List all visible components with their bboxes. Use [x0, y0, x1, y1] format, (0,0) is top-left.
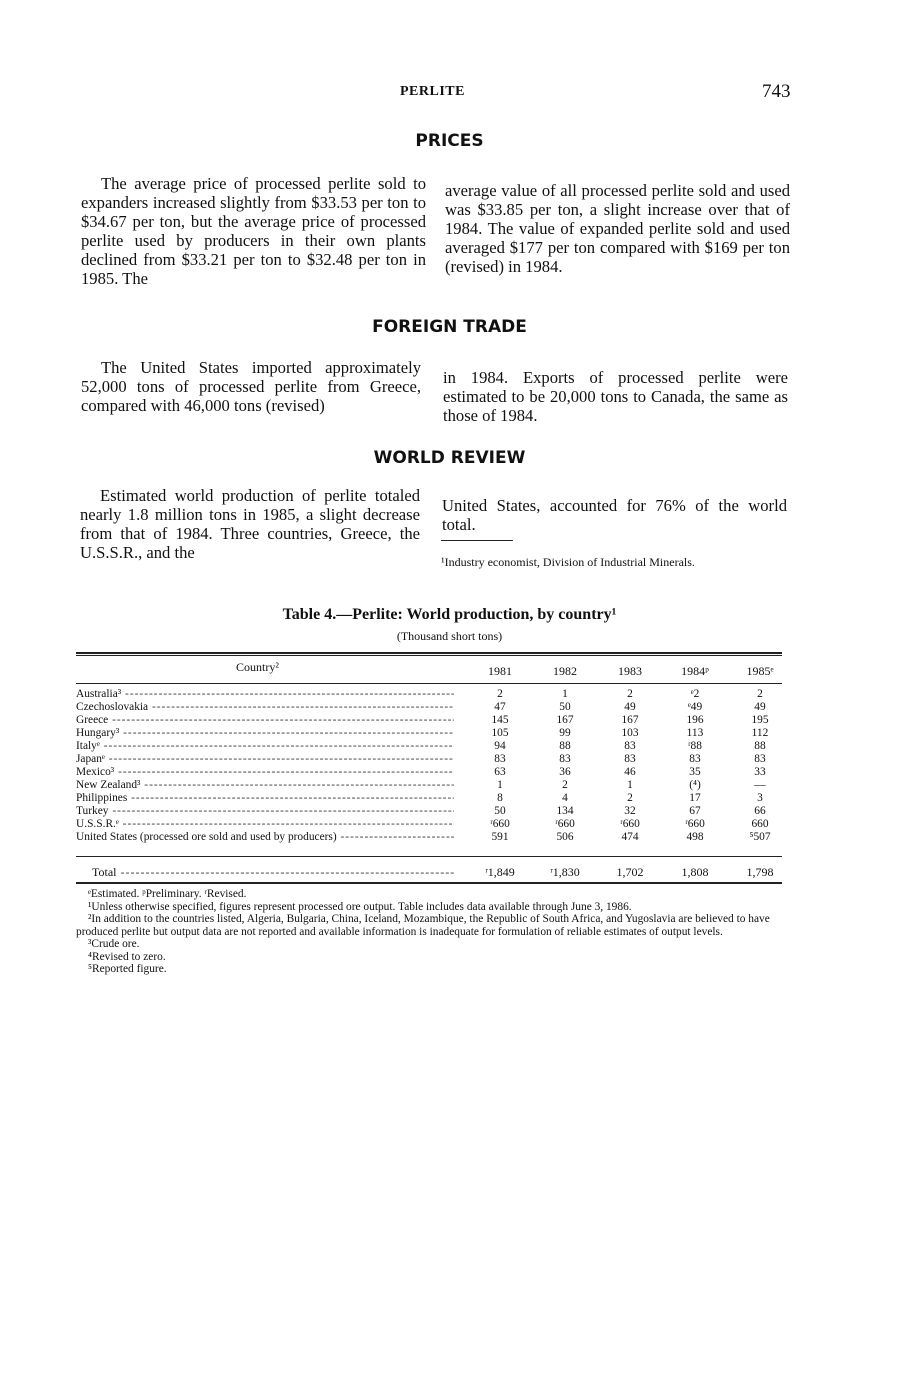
country-cell: Turkey -----: [76, 805, 454, 817]
country-cell: Australia³ -----: [76, 688, 454, 700]
country-cell: Japanᵉ -----: [76, 753, 454, 765]
value-1981: 591: [491, 831, 509, 843]
value-1985: ⁵507: [749, 831, 771, 843]
table-row: [76, 701, 782, 713]
page-number: 743: [762, 81, 791, 102]
value-1981: 145: [491, 714, 509, 726]
value-1984: 113: [686, 727, 704, 739]
value-1983: 2: [627, 792, 633, 804]
value-1985: 2: [757, 688, 763, 700]
value-1981: 8: [497, 792, 503, 804]
value-1984: 17: [689, 792, 701, 804]
value-1984: 498: [686, 831, 704, 843]
table-row: [76, 740, 782, 752]
value-1985: 112: [751, 727, 769, 739]
value-1984: ᵉ2: [690, 688, 700, 700]
value-1981: ʳ660: [490, 818, 510, 830]
foreign-trade-right-column: in 1984. Exports of processed perlite were estimated to be 20,000 tons to Canada, the same as those of 1984.: [443, 368, 788, 425]
world-review-left-column: Estimated world production of perlite totaled nearly 1.8 million tons in 1985, a slight decrease from that of 1984. Three countries, Greece, the U.S.S.R., and the: [80, 486, 420, 562]
country-cell: Italyᵉ -----: [76, 740, 454, 752]
table-row: [76, 818, 782, 830]
total-1984: 1,808: [681, 865, 709, 879]
value-1982: 88: [559, 740, 571, 752]
footnote-2: ²In addition to the countries listed, Algeria, Bulgaria, China, Iceland, Mozambique, the Republic of South Africa, and Yugoslavia are believed to have produced perlite but output data are not reported and available information is inadequate for formulation of reliable estimates of output levels.: [76, 913, 770, 938]
column-header-1982: 1982: [553, 664, 577, 678]
column-header-country: Country²: [236, 660, 279, 674]
value-1984: 35: [689, 766, 701, 778]
value-1981: 63: [494, 766, 506, 778]
table-row: [76, 792, 782, 804]
value-1985: 83: [754, 753, 766, 765]
value-1983: 2: [627, 688, 633, 700]
author-footnote: ¹Industry economist, Division of Industrial Minerals.: [441, 555, 695, 569]
value-1985: 195: [751, 714, 769, 726]
country-cell: United States (processed ore sold and used by producers) -----: [76, 831, 454, 843]
value-1984: ᵉ49: [687, 701, 703, 713]
value-1984: 67: [689, 805, 701, 817]
table-row: [76, 831, 782, 843]
footnote-5: ⁵Reported figure.: [88, 963, 167, 975]
prices-heading: PRICES: [415, 131, 484, 151]
value-1983: 1: [627, 779, 633, 791]
value-1982: 83: [559, 753, 571, 765]
header-rule: [76, 683, 782, 684]
value-1982: 36: [559, 766, 571, 778]
country-cell: Greece -----: [76, 714, 454, 726]
table-title: Table 4.—Perlite: World production, by country¹: [282, 606, 617, 623]
value-1981: 105: [491, 727, 509, 739]
value-1981: 2: [497, 688, 503, 700]
footnote-4: ⁴Revised to zero.: [88, 950, 166, 963]
value-1982: 50: [559, 701, 571, 713]
table-row: [76, 688, 782, 700]
table-row: [76, 805, 782, 817]
country-cell: Philippines -----: [76, 792, 454, 804]
table-unit: (Thousand short tons): [396, 629, 503, 643]
value-1981: 1: [497, 779, 503, 791]
total-row: [76, 866, 782, 878]
value-1982: 506: [556, 831, 574, 843]
total-1982: ʳ1,830: [550, 865, 580, 879]
value-1983: 46: [624, 766, 636, 778]
country-cell: New Zealand³ -----: [76, 779, 454, 791]
column-header-1984: 1984ᵖ: [681, 664, 709, 678]
table-row: [76, 766, 782, 778]
running-header: [0, 81, 899, 104]
running-title: PERLITE: [400, 84, 465, 99]
value-1984: ʳ660: [685, 818, 705, 830]
value-1985: 49: [754, 701, 766, 713]
prices-right-column: average value of all processed perlite sold and used was $33.85 per ton, a slight increase over that of 1984. The value of expanded perlite sold and used averaged $177 per ton compared with $169 per ton (revised) in 1984.: [445, 181, 790, 276]
value-1985: 66: [754, 805, 766, 817]
value-1981: 47: [494, 701, 506, 713]
footnote-1: ¹Unless otherwise specified, figures represent processed ore output. Table includes data available through June 3, 1986.: [88, 900, 632, 913]
country-cell: Mexico³ -----: [76, 766, 454, 778]
value-1982: ʳ660: [555, 818, 575, 830]
value-1983: ʳ660: [620, 818, 640, 830]
table-bottom-rule: [76, 882, 782, 884]
foreign-trade-heading: FOREIGN TRADE: [372, 317, 527, 337]
column-header-1985: 1985ᵉ: [746, 664, 774, 678]
value-1983: 32: [624, 805, 636, 817]
value-1983: 103: [621, 727, 639, 739]
footnote-3: ³Crude ore.: [88, 938, 140, 950]
value-1984: 196: [686, 714, 704, 726]
total-label: Total -----: [76, 866, 454, 878]
value-1985: 88: [754, 740, 766, 752]
table-row: [76, 779, 782, 791]
value-1981: 83: [494, 753, 506, 765]
column-header-1981: 1981: [488, 664, 512, 678]
total-1985: 1,798: [746, 865, 774, 879]
value-1985: —: [754, 779, 766, 791]
table-row: [76, 714, 782, 726]
total-rule: [76, 856, 782, 857]
table-footnotes: [76, 888, 782, 976]
value-1983: 83: [624, 740, 636, 752]
footnote-divider: [441, 540, 513, 541]
country-cell: Czechoslovakia -----: [76, 701, 454, 713]
total-1981: ʳ1,849: [485, 865, 515, 879]
value-1983: 83: [624, 753, 636, 765]
value-1983: 167: [621, 714, 639, 726]
value-1983: 49: [624, 701, 636, 713]
value-1984: 83: [689, 753, 701, 765]
prices-left-column: The average price of processed perlite sold to expanders increased slightly from $33.53 per ton to $34.67 per ton, but the average price of processed perlite used by producers in their own plants declined from $33.21 per ton to $32.48 per ton in 1985. The: [81, 174, 426, 288]
footnote-symbols: ᵉEstimated. ᵖPreliminary. ʳRevised.: [88, 888, 247, 900]
country-cell: Hungary³ -----: [76, 727, 454, 739]
total-1983: 1,702: [616, 865, 644, 879]
value-1984: ʳ88: [688, 740, 702, 752]
world-review-right-column: United States, accounted for 76% of the world total.: [442, 496, 787, 534]
world-review-heading: WORLD REVIEW: [373, 448, 526, 468]
value-1982: 99: [559, 727, 571, 739]
value-1982: 1: [562, 688, 568, 700]
table-row: [76, 727, 782, 739]
value-1982: 2: [562, 779, 568, 791]
value-1982: 4: [562, 792, 568, 804]
column-header-1983: 1983: [618, 664, 642, 678]
value-1985: 3: [757, 792, 763, 804]
value-1983: 474: [621, 831, 639, 843]
value-1985: 33: [754, 766, 766, 778]
value-1985: 660: [751, 818, 769, 830]
value-1981: 50: [494, 805, 506, 817]
value-1981: 94: [494, 740, 506, 752]
table-top-rule-thin: [76, 655, 782, 656]
value-1984: (⁴): [689, 779, 701, 791]
table-row: [76, 753, 782, 765]
table-top-rule: [76, 652, 782, 654]
foreign-trade-left-column: The United States imported approximately 52,000 tons of processed perlite from Greece, compared with 46,000 tons (revised): [81, 358, 421, 415]
value-1982: 134: [556, 805, 574, 817]
country-cell: U.S.S.R.ᵉ -----: [76, 818, 454, 830]
value-1982: 167: [556, 714, 574, 726]
